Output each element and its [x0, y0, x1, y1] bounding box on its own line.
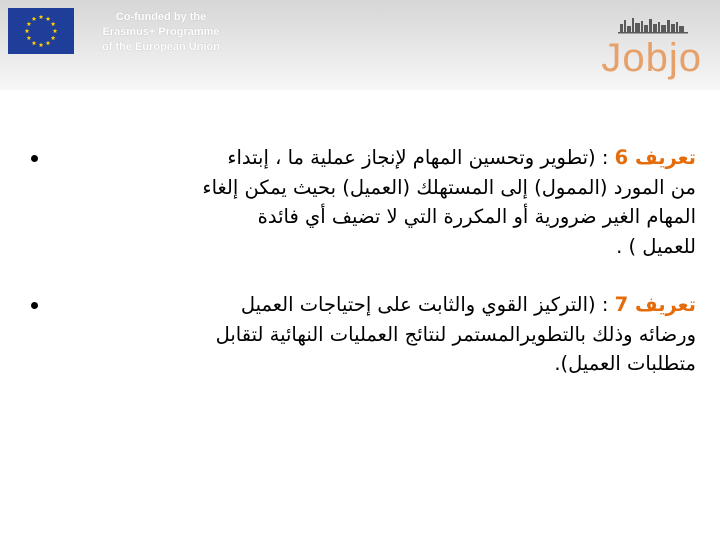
- definition-line: المهام الغير ضرورية أو المكررة التي لا تضيف أي فائدة: [257, 205, 696, 228]
- definition-text: : (التركيز القوي والثابت على إحتياجات العميل: [240, 293, 615, 316]
- definition-line: [41, 290, 696, 320]
- definition-item: [41, 290, 696, 379]
- logo-text: Jobjo: [601, 36, 702, 80]
- definition-term: تعريف 6: [614, 146, 696, 169]
- eu-label-line: of the European Union: [102, 41, 220, 53]
- eu-label-line: Erasmus+ Programme: [102, 26, 220, 38]
- definition-text: : (تطوير وتحسين المهام لإنجاز عملية ما ، إبتداء: [227, 146, 615, 169]
- bullet-dot: [31, 155, 38, 162]
- definition-item: [41, 143, 696, 261]
- definition-line: متطلبات العميل).: [554, 352, 696, 375]
- definition-line: [41, 143, 696, 173]
- eu-label-line: Co-funded by the: [115, 11, 207, 23]
- definition-term: تعريف 7: [614, 293, 696, 316]
- definition-line: ورضائه وذلك بالتطويرالمستمر لنتائج العمليات النهائية لتقابل: [215, 322, 696, 346]
- definition-line: من المورد (الممول) إلى المستهلك (العميل) بحيث يمكن إلغاء: [202, 175, 696, 199]
- definition-line: للعميل ) .: [616, 234, 696, 258]
- bullet-dot: [31, 302, 38, 309]
